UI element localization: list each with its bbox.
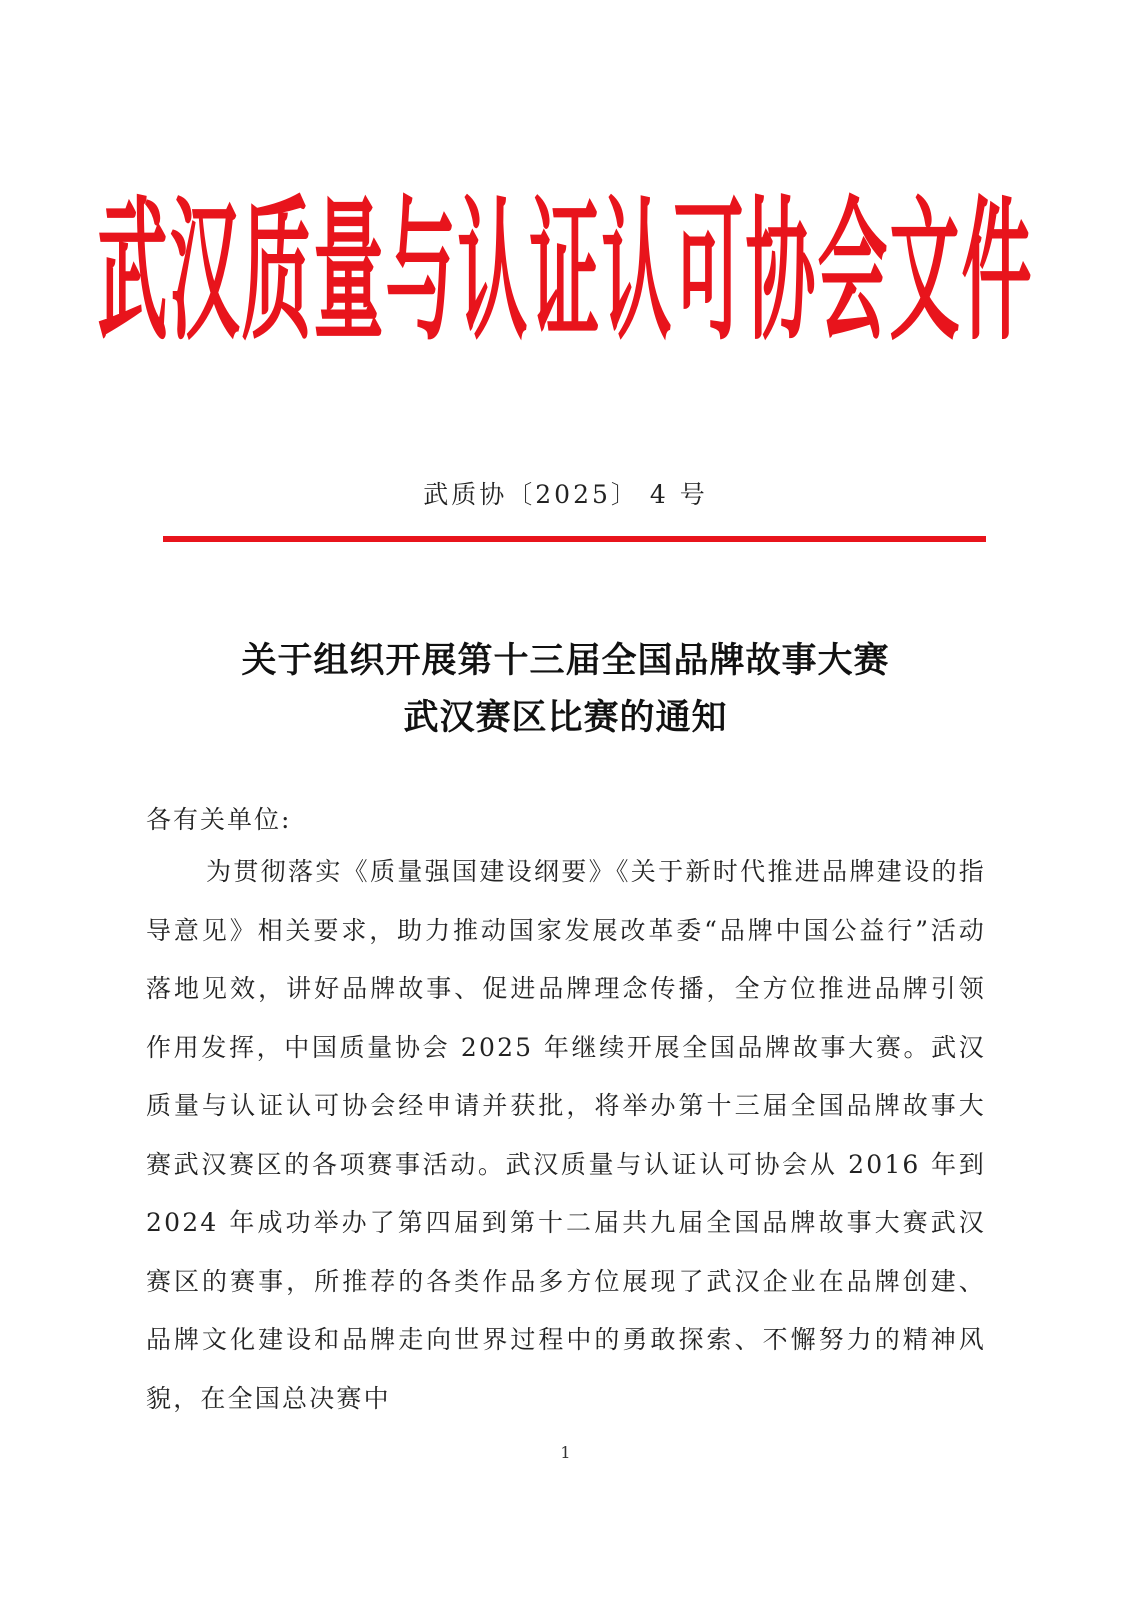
body-paragraph: 为贯彻落实《质量强国建设纲要》《关于新时代推进品牌建设的指导意见》相关要求，助力推动国家发展改革委“品牌中国公益行”活动落地见效，讲好品牌故事、促进品牌理念传播，全方位推进品牌引领作用发挥，中国质量协会 2025 年继续开展全国品牌故事大赛。武汉质量与认证认可协会经申请并获批，将举办第十三届全国品牌故事大赛武汉赛区的各项赛事活动。武汉质量与认证认可协会从 2016 年到 2024 年成功举办了第四届到第十二届共九届全国品牌故事大赛武汉赛区的赛事，所推荐的各类作品多方位展现了武汉企业在品牌创建、品牌文化建设和品牌走向世界过程中的勇敢探索、不懈努力的精神风貌，在全国总决赛中 [146, 857, 986, 1413]
organization-title: 武汉质量与认证认可协会文件 [97, 181, 1034, 363]
page-number: 1 [560, 1443, 571, 1462]
salutation: 各有关单位: [146, 805, 292, 834]
notice-title-line1: 关于组织开展第十三届全国品牌故事大赛 [241, 640, 890, 681]
notice-title-line2: 武汉赛区比赛的通知 [403, 697, 728, 738]
organization-red-header [0, 181, 1131, 363]
red-divider-line [163, 536, 986, 542]
document-number: 武质协〔2025〕 4 号 [423, 480, 708, 509]
